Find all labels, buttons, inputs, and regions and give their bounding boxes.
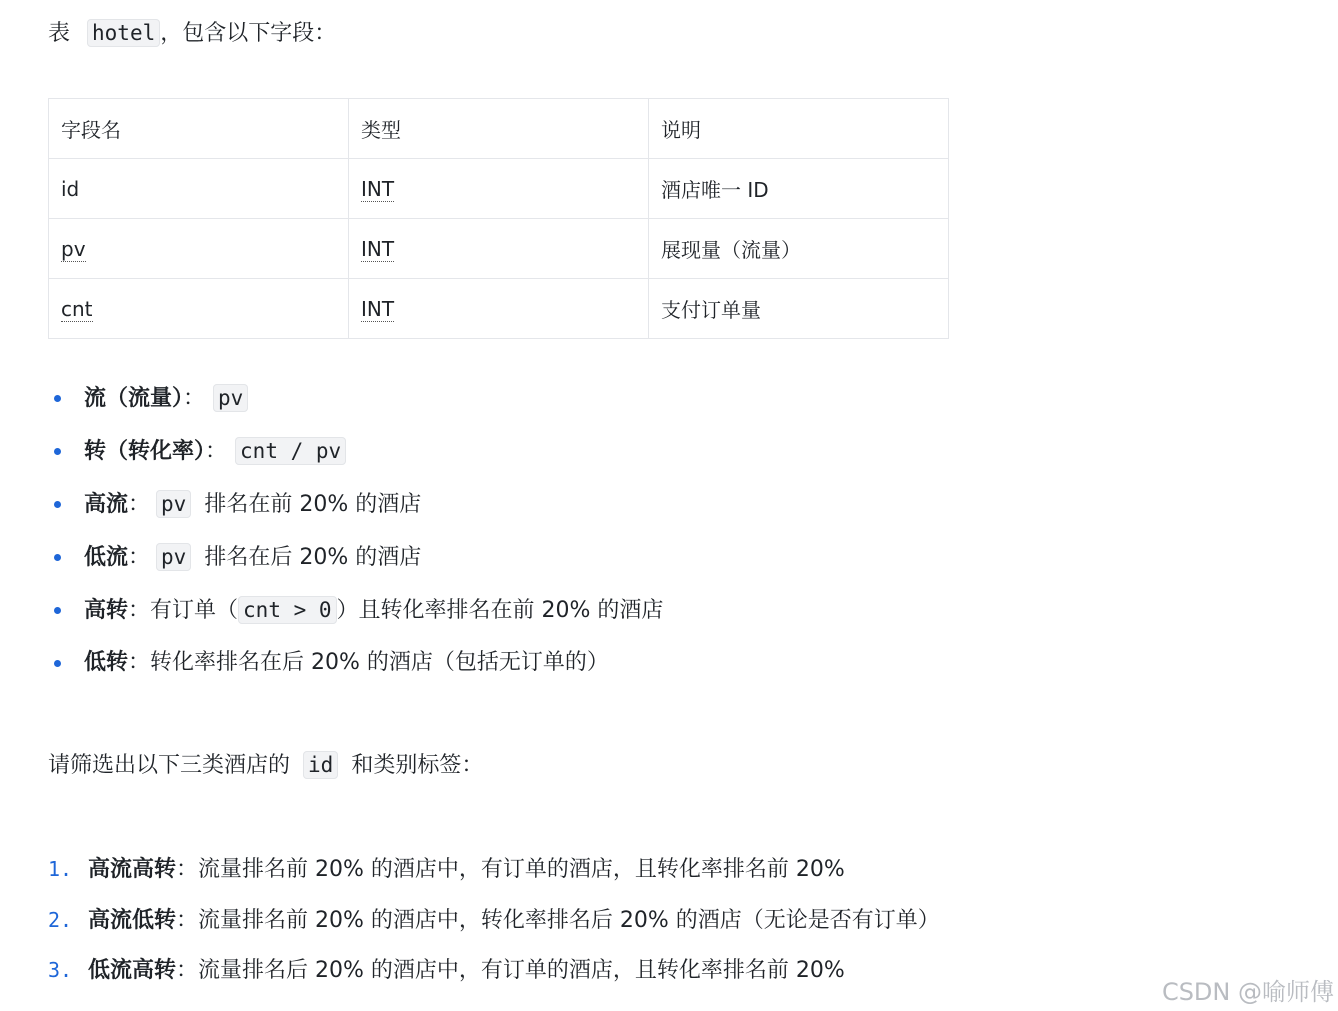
- definition-code: pv: [156, 543, 191, 571]
- bullet-icon: [54, 501, 61, 508]
- task-prefix: 请筛选出以下三类酒店的: [48, 753, 291, 778]
- category-desc: ：流量排名前 20% 的酒店中，有订单的酒店，且转化率排名前 20%: [176, 857, 845, 882]
- list-item: [48, 592, 663, 645]
- table-cell: 展现量（流量）: [649, 219, 949, 279]
- bullet-icon: [54, 660, 61, 667]
- category-desc: ：流量排名后 20% 的酒店中，有订单的酒店，且转化率排名前 20%: [176, 958, 845, 983]
- definition-text: 转化率排名在后 20% 的酒店（包括无订单的）: [150, 650, 609, 675]
- definition-sep: ：: [128, 545, 151, 570]
- table-cell: INT: [349, 219, 649, 279]
- intro-prefix: 表: [48, 21, 71, 46]
- definition-sep: ：: [183, 386, 206, 411]
- definition-term: 流（流量）: [84, 386, 184, 411]
- list-item: [48, 645, 663, 698]
- list-item: [48, 953, 940, 1004]
- table-header-cell: 类型: [349, 99, 649, 159]
- definition-term: 高转: [84, 598, 129, 623]
- watermark: CSDN @喻师傅: [1161, 978, 1334, 1006]
- definitions-list: [48, 380, 663, 698]
- definition-term: 低流: [84, 545, 129, 570]
- definition-sep: ：: [128, 492, 151, 517]
- definition-code: pv: [213, 384, 248, 412]
- table-cell: 酒店唯一 ID: [649, 159, 949, 219]
- fields-table: [48, 98, 949, 339]
- list-number: 1.: [48, 857, 73, 881]
- definition-text: ）且转化率排名在前 20% 的酒店: [336, 598, 664, 623]
- definition-text: 排名在前 20% 的酒店: [204, 492, 422, 517]
- table-row: [49, 159, 949, 219]
- category-label: 高流低转: [88, 907, 177, 933]
- table-header-cell: 字段名: [49, 99, 349, 159]
- list-number: 2.: [48, 907, 73, 932]
- table-cell: pv: [49, 219, 349, 279]
- table-name-code: hotel: [87, 19, 160, 47]
- bullet-icon: [54, 448, 61, 455]
- category-desc: ：流量排名前 20% 的酒店中，转化率排名后 20% 的酒店（无论是否有订单）: [176, 907, 940, 933]
- definition-sep: ：有订单（: [128, 598, 239, 623]
- table-cell: 支付订单量: [649, 279, 949, 339]
- list-item: [48, 539, 663, 592]
- definition-term: 高流: [84, 492, 129, 517]
- table-header-cell: 说明: [649, 99, 949, 159]
- category-label: 高流高转: [88, 857, 177, 882]
- definition-code: cnt > 0: [238, 596, 337, 624]
- task-line: [48, 748, 483, 783]
- intro-suffix: ，包含以下字段：: [160, 21, 337, 46]
- list-item: [48, 433, 663, 486]
- intro-line: [48, 16, 336, 51]
- table-row: [49, 279, 949, 339]
- table-row: [49, 219, 949, 279]
- table-cell: INT: [349, 159, 649, 219]
- definition-term: 转（转化率）: [84, 439, 206, 464]
- table-header-row: [49, 99, 949, 159]
- category-label: 低流高转: [88, 958, 177, 983]
- definition-sep: ：: [128, 650, 151, 675]
- list-item: [48, 852, 940, 903]
- definition-code: cnt / pv: [235, 437, 346, 465]
- definition-text: 排名在后 20% 的酒店: [204, 545, 422, 570]
- list-item: [48, 380, 663, 433]
- task-suffix: 和类别标签：: [351, 753, 484, 778]
- definition-sep: ：: [205, 439, 228, 464]
- table-cell: INT: [349, 279, 649, 339]
- list-number: 3.: [48, 958, 73, 982]
- list-item: [48, 903, 940, 954]
- definition-term: 低转: [84, 650, 129, 675]
- bullet-icon: [54, 554, 61, 561]
- table-cell: cnt: [49, 279, 349, 339]
- definition-code: pv: [156, 490, 191, 518]
- table-cell: id: [49, 159, 349, 219]
- bullet-icon: [54, 607, 61, 614]
- categories-list: [48, 852, 940, 1004]
- list-item: [48, 486, 663, 539]
- task-code: id: [303, 751, 338, 779]
- bullet-icon: [54, 395, 61, 402]
